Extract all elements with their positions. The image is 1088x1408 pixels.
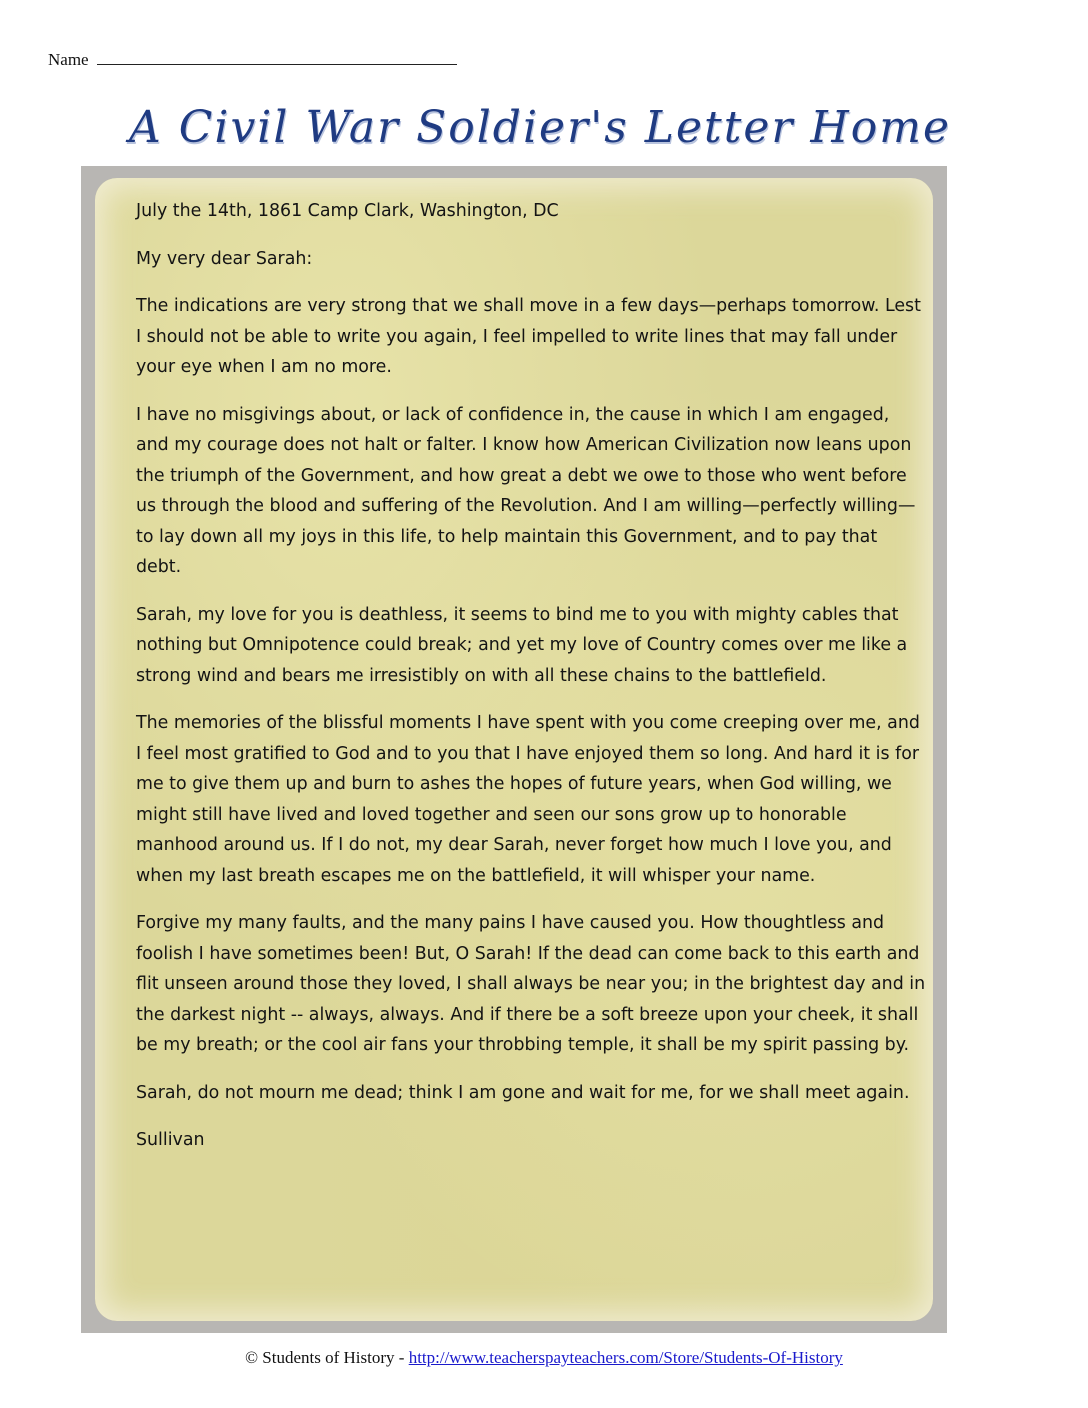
page-title: A Civil War Soldier's Letter Home [128, 102, 952, 153]
letter-paragraph: Forgive my many faults, and the many pains I have caused you. How thoughtless and foolish I have sometimes been! But, O Sarah! If the dead can come back to this earth and flit unseen around those they loved, I shall always be near you; in the brightest day and in the darkest night -- always, always. And if there be a soft breeze upon your cheek, it shall be my breath; or the cool air fans your throbbing temple, it shall be my spirit passing by. [136, 913, 926, 1055]
letter-paragraph: Sarah, my love for you is deathless, it seems to bind me to you with mighty cables that nothing but Omnipotence could break; and yet my love of Country comes over me like a strong wind and bears me irresistibly on with all these chains to the battlefield. [136, 604, 908, 686]
footer-store-link[interactable]: http://www.teacherspayteachers.com/Store/Students-Of-History [408, 1348, 843, 1367]
letter-paragraph: The indications are very strong that we shall move in a few days—perhaps tomorrow. Lest I should not be able to write you again, I feel impelled to write lines that may fall under your eye when I am no more. [136, 296, 921, 377]
letter-paragraph: Sarah, do not mourn me dead; think I am gone and wait for me, for we shall meet again. [136, 1082, 910, 1103]
name-label: Name [48, 50, 89, 69]
name-blank[interactable] [97, 50, 457, 65]
footer-copyright: © Students of History - [245, 1348, 409, 1367]
letter-paragraph: The memories of the blissful moments I have spent with you come creeping over me, and I feel most gratified to God and to you that I have enjoyed them so long. And hard it is for me to give them up and burn to ashes the hopes of future years, when God willing, we might still have lived and loved together and seen our sons grow up to honorable manhood around us. If I do not, my dear Sarah, never forget how much I love you, and when my last breath escapes me on the battlefield, it will whisper your name. [136, 713, 920, 886]
letter-dateline: July the 14th, 1861 Camp Clark, Washington, DC [136, 201, 559, 221]
letter-signature: Sullivan [136, 1130, 205, 1150]
letter-salutation: My very dear Sarah: [136, 248, 313, 269]
letter-body [136, 196, 926, 1173]
letter-paragraph: I have no misgivings about, or lack of confidence in, the cause in which I am engaged, and my courage does not halt or falter. I know how American Civilization now leans upon the triumph of the Government, and how great a debt we owe to those who went before us through the blood and suffering of the Revolution. And I am willing—perfectly willing—to lay down all my joys in this life, to help maintain this Government, and to pay that debt. [136, 404, 916, 577]
footer [0, 1348, 1088, 1368]
name-field-line [48, 50, 457, 70]
